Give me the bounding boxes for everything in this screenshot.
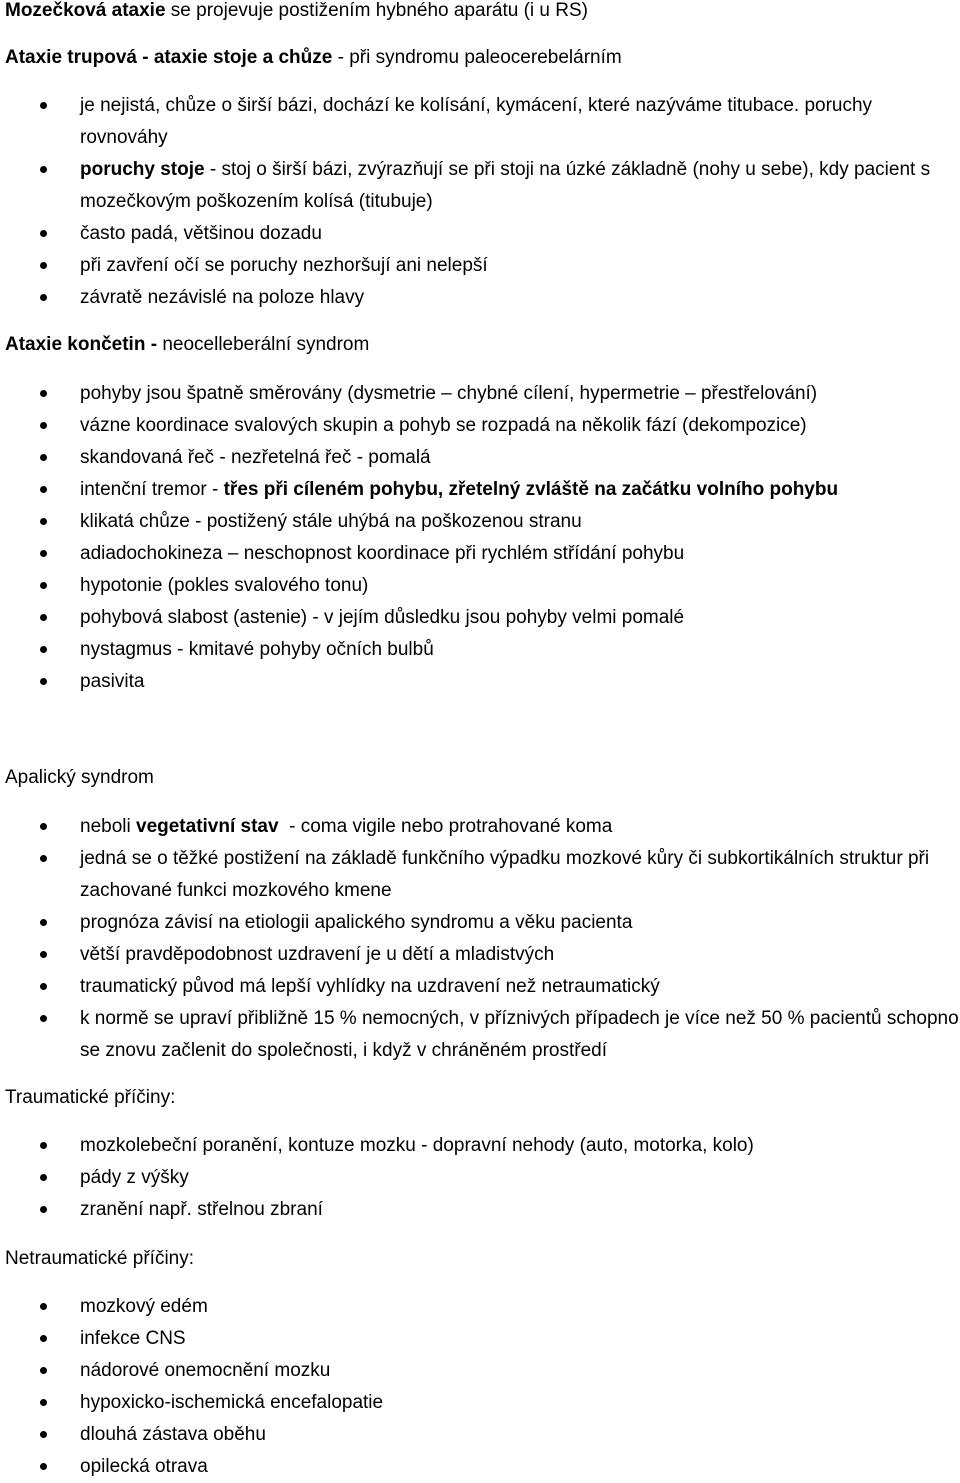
list-item: větší pravděpodobnost uzdravení je u dětí a mladistvých	[0, 939, 960, 971]
traumatic-causes-heading: Traumatické příčiny:	[5, 1087, 176, 1108]
list-item: často padá, většinou dozadu	[0, 218, 960, 250]
heading-bold: Ataxie končetin -	[5, 334, 158, 355]
list-item: vázne koordinace svalových skupin a pohyb se rozpadá na několik fází (dekompozice)	[0, 410, 960, 442]
list-item: poruchy stoje - stoj o širší bázi, zvýrazňují se při stoji na úzké základně (nohy u sebe), kdy pacient s mozečkovým poškozením kolísá (titubuje)	[0, 154, 960, 218]
list-item: mozkolebeční poranění, kontuze mozku - dopravní nehody (auto, motorka, kolo)	[0, 1130, 960, 1162]
list-item: pohyby jsou špatně směrovány (dysmetrie – chybné cílení, hypermetrie – přestřelování)	[0, 378, 960, 410]
heading-bold: Mozečková ataxie	[5, 0, 166, 21]
list-item: pohybová slabost (astenie) - v jejím důsledku jsou pohyby velmi pomalé	[0, 602, 960, 634]
list-item: klikatá chůze - postižený stále uhýbá na poškozenou stranu	[0, 506, 960, 538]
list-item: jedná se o těžké postižení na základě funkčního výpadku mozkové kůry či subkortikálních struktur při zachované funkci mozkového kmene	[0, 843, 960, 907]
list-item: infekce CNS	[0, 1323, 960, 1355]
list-item: při zavření očí se poruchy nezhoršují ani nelepší	[0, 250, 960, 282]
heading-rest: se projevuje postižením hybného aparátu (i u RS)	[165, 0, 588, 21]
list-item: skandovaná řeč - nezřetelná řeč - pomalá	[0, 442, 960, 474]
list-item: nystagmus - kmitavé pohyby očních bulbů	[0, 634, 960, 666]
list-item: opilecká otrava	[0, 1451, 960, 1483]
list-item: závratě nezávislé na poloze hlavy	[0, 282, 960, 314]
list-item: zranění např. střelnou zbraní	[0, 1194, 960, 1226]
list-item: mozkový edém	[0, 1291, 960, 1323]
limb-ataxia-list	[0, 378, 960, 698]
apallic-syndrome-list	[0, 811, 960, 1067]
heading-rest: neocelleberální syndrom	[157, 334, 370, 355]
heading-rest: - při syndromu paleocerebelárním	[332, 47, 622, 68]
cerebellar-ataxia-intro	[5, 0, 588, 27]
trunk-ataxia-list	[0, 90, 960, 314]
heading-bold: Ataxie trupová - ataxie stoje a chůze	[5, 47, 333, 68]
traumatic-causes-list	[0, 1130, 960, 1226]
list-item: hypoxicko-ischemická encefalopatie	[0, 1387, 960, 1419]
list-item: neboli vegetativní stav - coma vigile nebo protrahované koma	[0, 811, 960, 843]
list-item: k normě se upraví přibližně 15 % nemocných, v příznivých případech je více než 50 % pacientů schopno se znovu začlenit do společnosti, i když v chráněném prostředí	[0, 1003, 960, 1067]
non-traumatic-causes-list	[0, 1291, 960, 1483]
list-item: nádorové onemocnění mozku	[0, 1355, 960, 1387]
list-item: je nejistá, chůze o širší bázi, dochází ke kolísání, kymácení, které nazýváme titubace. poruchy rovnováhy	[0, 90, 960, 154]
non-traumatic-causes-heading: Netraumatické příčiny:	[5, 1248, 195, 1269]
apallic-syndrome-heading: Apalický syndrom	[5, 767, 154, 788]
list-item: pády z výšky	[0, 1162, 960, 1194]
list-item: dlouhá zástava oběhu	[0, 1419, 960, 1451]
list-item: prognóza závisí na etiologii apalického syndromu a věku pacienta	[0, 907, 960, 939]
limb-ataxia-heading	[5, 329, 369, 361]
trunk-ataxia-heading	[5, 42, 622, 74]
list-item: traumatický původ má lepší vyhlídky na uzdravení než netraumatický	[0, 971, 960, 1003]
list-item: adiadochokineza – neschopnost koordinace při rychlém střídání pohybu	[0, 538, 960, 570]
list-item: hypotonie (pokles svalového tonu)	[0, 570, 960, 602]
list-item: pasivita	[0, 666, 960, 698]
list-item: intenční tremor - třes při cíleném pohybu, zřetelný zvláště na začátku volního pohybu	[0, 474, 960, 506]
